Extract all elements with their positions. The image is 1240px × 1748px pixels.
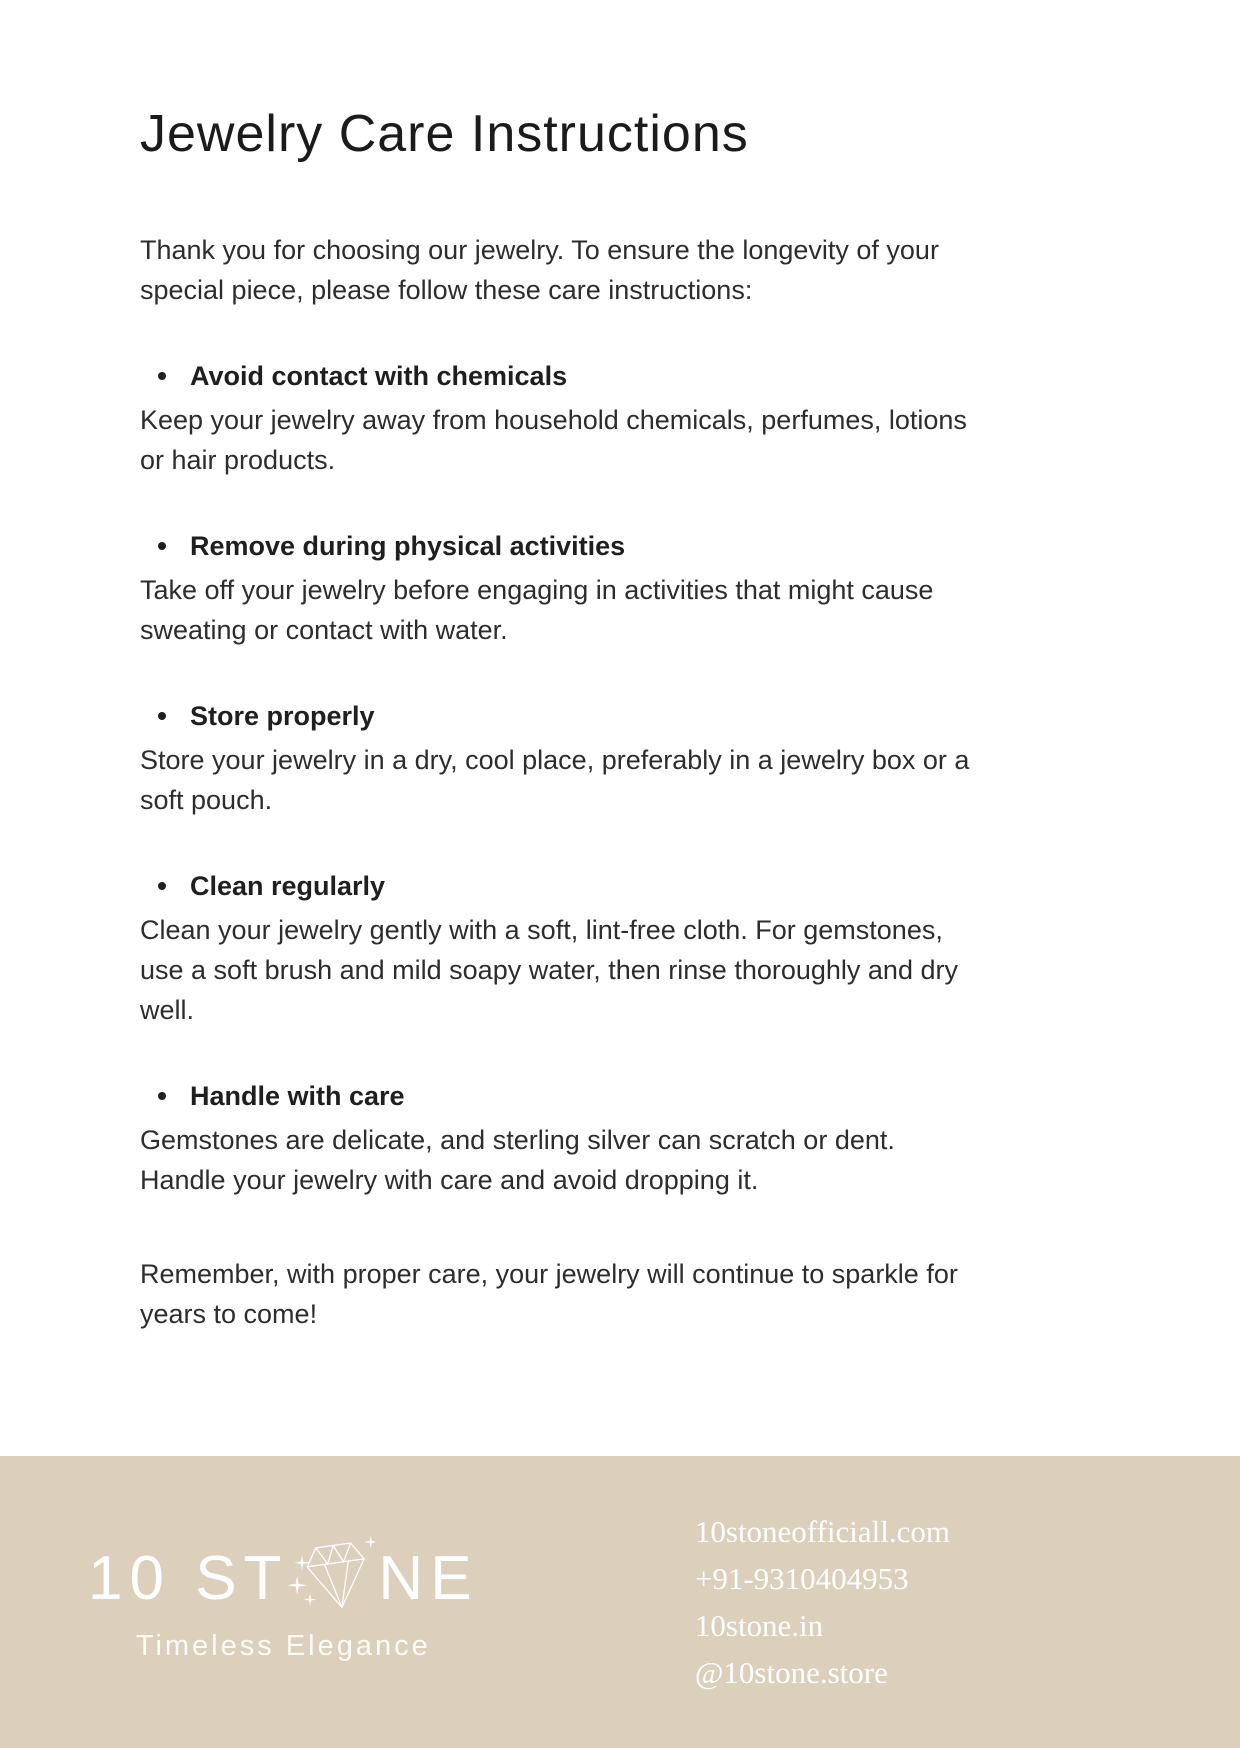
care-section-storage	[140, 700, 985, 820]
footer	[0, 1456, 1240, 1748]
bullet-icon	[158, 882, 166, 890]
section-body: Store your jewelry in a dry, cool place, preferably in a jewelry box or a soft pouch.	[140, 745, 970, 815]
closing-paragraph: Remember, with proper care, your jewelry will continue to sparkle for years to come!	[140, 1259, 958, 1329]
bullet-icon	[158, 542, 166, 550]
bullet-row	[140, 360, 985, 392]
content-column	[140, 104, 985, 1334]
care-section-cleaning	[140, 870, 985, 1030]
care-section-handling	[140, 1080, 985, 1200]
section-body: Keep your jewelry away from household chemicals, perfumes, lotions or hair products.	[140, 405, 967, 475]
diamond-icon	[286, 1532, 382, 1616]
bullet-icon	[158, 712, 166, 720]
bullet-icon	[158, 1092, 166, 1100]
bullet-row	[140, 870, 985, 902]
contact-info	[695, 1508, 950, 1696]
section-heading: Remove during physical activities	[190, 531, 626, 561]
bullet-icon	[158, 372, 166, 380]
page-title: Jewelry Care Instructions	[140, 105, 749, 163]
contact-website: 10stoneofficiall.com	[694, 1514, 950, 1549]
bullet-row	[140, 530, 985, 562]
care-section-activities	[140, 530, 985, 650]
section-heading: Clean regularly	[190, 871, 386, 901]
section-body: Clean your jewelry gently with a soft, lint-free cloth. For gemstones, use a soft brush and mild soapy water, then rinse thoroughly and dry well.	[140, 915, 958, 1025]
brand-logo	[88, 1542, 479, 1663]
section-heading: Handle with care	[190, 1081, 405, 1111]
contact-domain: 10stone.in	[694, 1608, 824, 1643]
brand-wordmark-left: 10 ST	[88, 1543, 289, 1613]
care-section-chemicals	[140, 360, 985, 480]
contact-phone: +91-9310404953	[694, 1561, 909, 1596]
brand-wordmark-right: NE	[378, 1543, 479, 1613]
section-heading: Avoid contact with chemicals	[190, 361, 568, 391]
bullet-row	[140, 1080, 985, 1112]
section-heading: Store properly	[190, 701, 375, 731]
brand-tagline: Timeless Elegance	[135, 1629, 431, 1662]
brand-wordmark	[88, 1542, 479, 1616]
section-body: Take off your jewelry before engaging in activities that might cause sweating or contact with water.	[140, 575, 934, 645]
bullet-row	[140, 700, 985, 732]
intro-paragraph: Thank you for choosing our jewelry. To ensure the longevity of your special piece, please follow these care instructions:	[140, 235, 939, 305]
contact-social-handle: @10stone.store	[694, 1655, 888, 1690]
section-body: Gemstones are delicate, and sterling silver can scratch or dent. Handle your jewelry with care and avoid dropping it.	[140, 1125, 895, 1195]
